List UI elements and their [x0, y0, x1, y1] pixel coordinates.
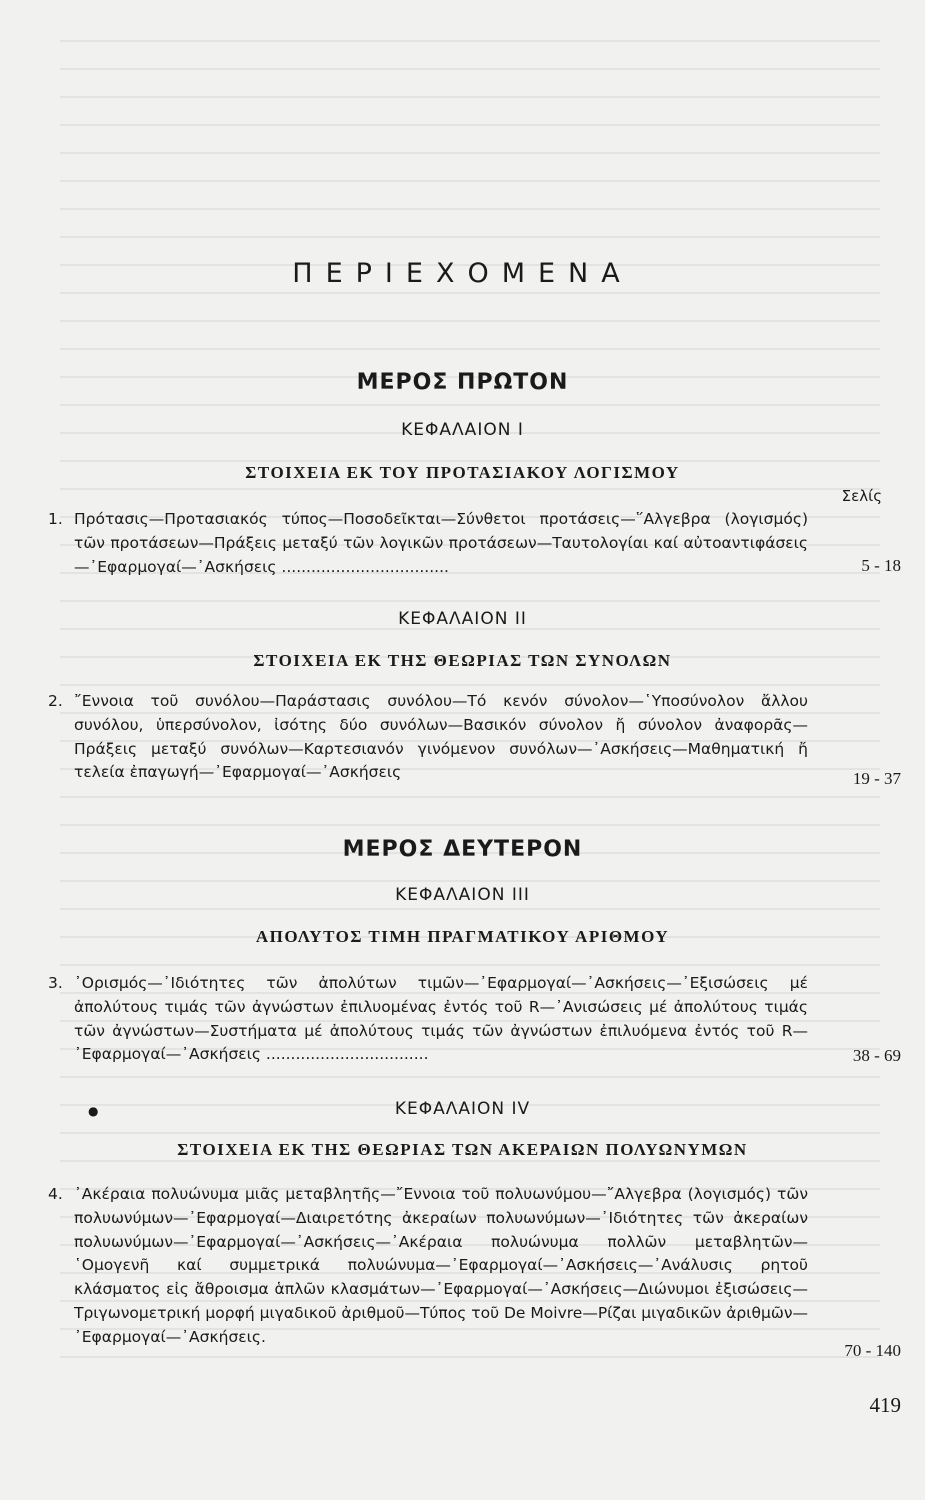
- part-one-title: ΜΕΡΟΣ ΠΡΩΤΟΝ: [356, 370, 569, 395]
- entry-1-pages: 5 - 18: [861, 556, 901, 575]
- chapter-4-label: ΚΕΦΑΛΑΙΟΝ IV: [394, 1099, 531, 1119]
- entry-text: ῎Εννοια τοῦ συνόλου—Παράστασις συνόλου—Τό κενόν σύνολον—῾Υποσύνολον ἄλλου συνόλου, ὑπερσύνολον, ἰσότης δύο συνόλων—Βασικόν σύνολον ἤ σύνολον ἀναφορᾶς—Πράξεις μεταξύ συνόλων—Καρτεσιανόν γινόμενον συνόλων—᾿Ασκήσεις—Μαθηματική ἤ τελεία ἐπαγωγή—᾿Εφαρμογαί—᾿Ασκήσεις: [74, 692, 808, 782]
- page-number: 419: [869, 1393, 901, 1417]
- entry-number: 2.: [48, 692, 63, 710]
- entry-2-pages: 19 - 37: [852, 769, 901, 788]
- entry-3-pages: 38 - 69: [852, 1046, 901, 1065]
- part-two-title: ΜΕΡΟΣ ΔΕΥΤΕΡΟΝ: [342, 837, 583, 862]
- chapter-1-label: ΚΕΦΑΛΑΙΟΝ I: [401, 420, 524, 440]
- toc-entry-4: [48, 1183, 808, 1375]
- chapter-3-title: ΑΠΟΛΥΤΟΣ ΤΙΜΗ ΠΡΑΓΜΑΤΙΚΟΥ ΑΡΙΘΜΟΥ: [255, 927, 670, 946]
- entry-number: 4.: [48, 1185, 63, 1203]
- toc-entry-1: [48, 508, 808, 580]
- toc-entry-3: [48, 972, 808, 1068]
- chapter-1-title: ΣΤΟΙΧΕΙΑ ΕΚ ΤΟΥ ΠΡΟΤΑΣΙΑΚΟΥ ΛΟΓΙΣΜΟΥ: [245, 463, 680, 482]
- entry-text: Πρότασις—Προτασιακός τύπος—Ποσοδεῖκται—Σύνθετοι προτάσεις—῞Αλγεβρα (λογισμός) τῶν προτάσεων—Πράξεις μεταξύ τῶν λογικῶν προτάσεων—Ταυτολογίαι καί αὐτοαντιφάσεις—᾿Εφαρμογαί—᾿Ασκήσεις ..................................: [74, 510, 808, 576]
- entry-4-pages: 70 - 140: [844, 1341, 901, 1360]
- entry-text: ᾿Ορισμός—᾿Ιδιότητες τῶν ἀπολύτων τιμῶν—᾿Εφαρμογαί—᾿Ασκήσεις—᾿Εξισώσεις μέ ἀπολύτους τιμάς τῶν ἀγνώστων ἐπιλυομένας ἐντός τοῦ R—᾿Ανισώσεις μέ ἀπολύτους τιμάς τῶν ἀγνώστων—Συστήματα μέ ἀπολύτους τιμάς τῶν ἀγνώστων ἐπιλυόμενα ἐντός τοῦ R—᾿Εφαρμογαί—᾿Ασκήσεις .................................: [74, 974, 808, 1064]
- chapter-2-title: ΣΤΟΙΧΕΙΑ ΕΚ ΤΗΣ ΘΕΩΡΙΑΣ ΤΩΝ ΣΥΝΟΛΩΝ: [253, 651, 672, 670]
- entry-number: 3.: [48, 974, 63, 992]
- stray-mark: ●: [88, 1104, 99, 1118]
- pages-column-header: Σελίς: [841, 487, 882, 505]
- toc-entry-2: [48, 690, 808, 786]
- chapter-3-label: ΚΕΦΑΛΑΙΟΝ III: [395, 885, 530, 905]
- entry-text: ᾿Ακέραια πολυώνυμα μιᾶς μεταβλητῆς—῎Εννοια τοῦ πολυωνύμου—῎Αλγεβρα (λογισμός) τῶν πολυωνύμων—᾿Εφαρμογαί—Διαιρετότης ἀκεραίων πολυωνύμων—᾿Ιδιότητες τῶν ἀκεραίων πολυωνύμων—᾿Εφαρμογαί—᾿Ασκήσεις—᾿Ακέραια πολυώνυμα πολλῶν μεταβλητῶν—῾Ομογενῆ καί συμμετρικά πολυώνυμα—᾿Εφαρμογαί—᾿Ασκήσεις—᾿Ανάλυσις ρητοῦ κλάσματος εἰς ἄθροισμα ἁπλῶν κλασμάτων—᾿Εφαρμογαί—᾿Ασκήσεις—Διώνυμοι ἐξισώσεις— Τριγωνομετρική μορφή μιγαδικοῦ ἀριθμοῦ—Τύπος τοῦ De Moivre—Ρίζαι μιγαδικῶν ἀριθμῶν—᾿Εφαρμογαί—᾿Ασκήσεις.: [74, 1185, 808, 1346]
- chapter-4-title: ΣΤΟΙΧΕΙΑ ΕΚ ΤΗΣ ΘΕΩΡΙΑΣ ΤΩΝ ΑΚΕΡΑΙΩΝ ΠΟΛΥΩΝΥΜΩΝ: [177, 1140, 748, 1159]
- contents-title: ΠΕΡΙΕΧΟΜΕΝΑ: [292, 258, 633, 289]
- entry-number: 1.: [48, 510, 63, 528]
- chapter-2-label: ΚΕΦΑΛΑΙΟΝ II: [398, 609, 527, 629]
